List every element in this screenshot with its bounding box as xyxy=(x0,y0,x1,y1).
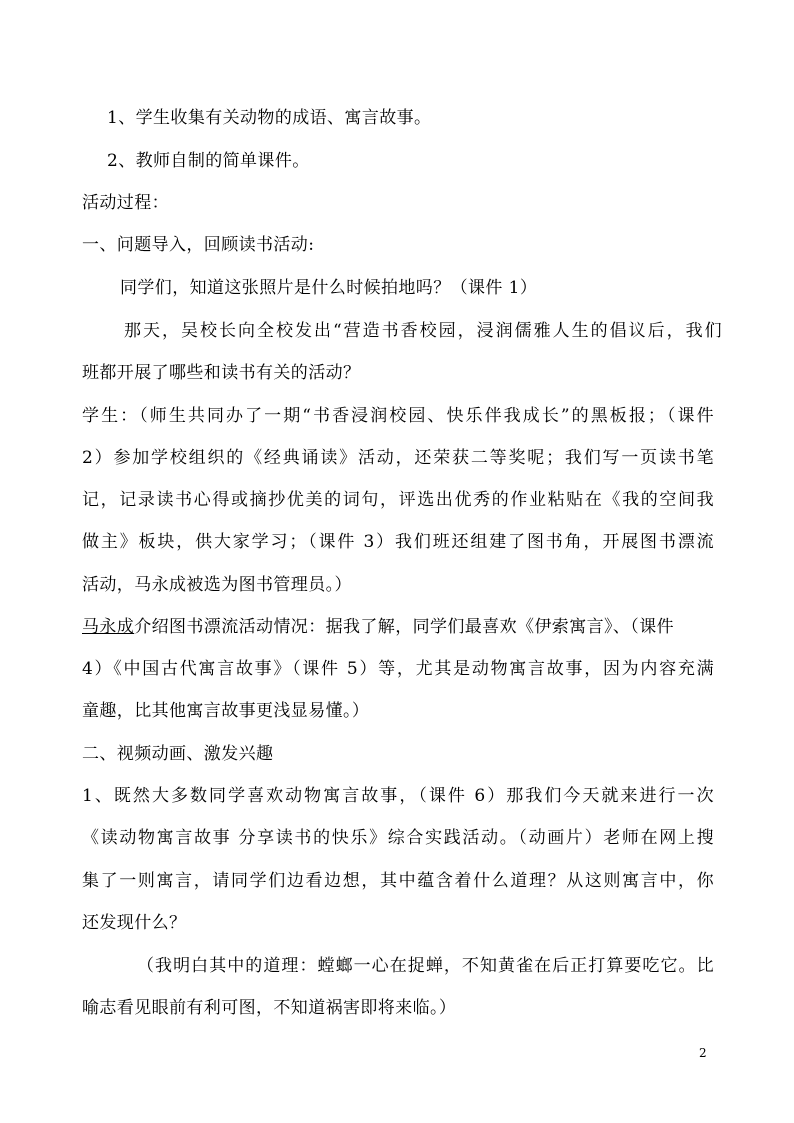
paragraph-line: 《读动物寓言故事 分享读书的快乐》综合实践活动。（动画片）老师在网上搜 xyxy=(82,828,714,848)
paragraph-line: 1、既然大多数同学喜欢动物寓言故事，（课件 6）那我们今天就来进行一次 xyxy=(82,786,714,806)
paragraph-line: 班都开展了哪些和读书有关的活动？ xyxy=(82,363,361,383)
material-item-1: 1、学生收集有关动物的成语、寓言故事。 xyxy=(107,108,432,128)
material-item-2: 2、教师自制的简单课件。 xyxy=(107,151,310,171)
section-heading-activity-process: 活动过程： xyxy=(82,193,169,213)
paragraph-line: （我明白其中的道理：螳螂一心在捉蝉，不知黄雀在后正打算要吃它。比 xyxy=(137,956,714,976)
paragraph-line: 集了一则寓言，请同学们边看边想，其中蕴含着什么道理？从这则寓言中，你 xyxy=(82,871,714,891)
section-heading-1: 一、问题导入，回顾读书活动: xyxy=(82,235,315,255)
paragraph-line: 做主》板块，供大家学习；（课件 3）我们班还组建了图书角，开展图书漂流 xyxy=(82,532,714,552)
paragraph-line: 学生：（师生共同办了一期“书香浸润校园、快乐伴我成长”的黑板报；（课件 xyxy=(82,406,714,426)
page-number: 2 xyxy=(699,1046,707,1060)
paragraph-line: 同学们，知道这张照片是什么时候拍地吗？（课件 1） xyxy=(120,278,538,298)
paragraph-line xyxy=(82,617,714,637)
paragraph-line: 喻志看见眼前有利可图，不知道祸害即将来临。） xyxy=(82,998,457,1018)
paragraph-line: 记，记录读书心得或摘抄优美的词句，评选出优秀的作业粘贴在《我的空间我 xyxy=(82,490,714,510)
paragraph-line: 4）《中国古代寓言故事》（课件 5）等，尤其是动物寓言故事，因为内容充满 xyxy=(82,659,714,679)
paragraph-text: 介绍图书漂流活动情况：据我了解，同学们最喜欢《伊索寓言》、（课件 xyxy=(134,617,675,637)
paragraph-line: 活动，马永成被选为图书管理员。） xyxy=(82,575,352,595)
paragraph-line: 还发现什么？ xyxy=(82,913,187,933)
paragraph-line: 童趣，比其他寓言故事更浅显易懂。） xyxy=(82,701,370,721)
speaker-name: 马永成 xyxy=(82,617,135,637)
paragraph-line: 2）参加学校组织的《经典诵读》活动，还荣获二等奖呢；我们写一页读书笔 xyxy=(82,448,714,468)
section-heading-2: 二、视频动画、激发兴趣 xyxy=(82,744,274,764)
paragraph-line: 那天，吴校长向全校发出“营造书香校园，浸润儒雅人生的倡议后，我们 xyxy=(124,321,722,341)
